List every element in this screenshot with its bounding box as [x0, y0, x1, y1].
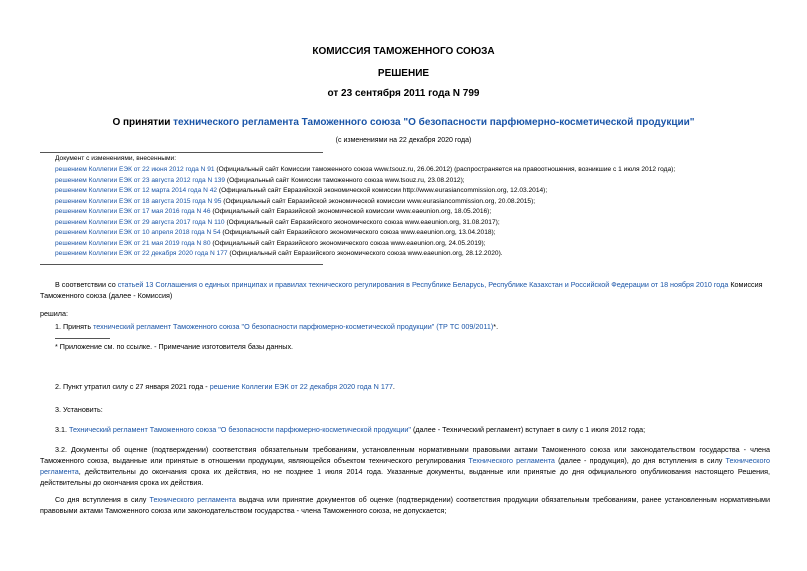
change-item: [55, 186, 547, 197]
change-link[interactable]: решением Коллегии ЕЭК от 29 августа 2017 года N 110: [55, 218, 225, 226]
item-1-mark: *.: [493, 322, 499, 331]
item-3: 3. Установить:: [55, 405, 103, 414]
item-3-2-link-2[interactable]: Технического регламента: [40, 456, 770, 476]
change-text: (Официальный сайт Комиссии таможенного союза www.tsouz.ru, 26.06.2012) (распространяется на правоотношения, возникшие с 1 июля 2012 года);: [214, 166, 676, 173]
changes-bottom-divider: [40, 264, 323, 265]
change-text: (Официальный сайт Евразийского экономического союза www.eaeunion.org, 24.05.2019);: [210, 239, 486, 247]
change-item: [55, 207, 491, 218]
change-item: [55, 197, 535, 208]
title-prefix: О принятии: [112, 117, 174, 128]
item-3-1-text: (далее - Технический регламент) вступает в силу с 1 июля 2012 года;: [410, 425, 646, 434]
changes-intro: Документ с изменениями, внесенными:: [55, 155, 177, 162]
footnote: * Приложение см. по ссылке. - Примечание изготовителя базы данных.: [55, 342, 294, 351]
change-item: [55, 239, 486, 250]
item-3-1: [55, 424, 645, 435]
document-date: от 23 сентября 2011 года N 799: [327, 88, 480, 99]
change-item: [55, 218, 500, 229]
title-link[interactable]: технического регламента Таможенного союза "О безопасности парфюмерно-косметической продукции": [173, 117, 695, 128]
document-type: РЕШЕНИЕ: [377, 68, 430, 79]
item-3-1-link[interactable]: Технический регламент Таможенного союза "О безопасности парфюмерно-косметической продукции": [69, 425, 411, 434]
document-title: [0, 117, 807, 128]
change-item: [55, 176, 465, 187]
item-3-2-link[interactable]: Технического регламента: [468, 456, 555, 465]
item-3-1-num: 3.1.: [55, 425, 69, 434]
change-text: (Официальный сайт Комиссии таможенного союза www.tsouz.ru, 23.08.2012);: [225, 176, 465, 184]
resolved-label: решила:: [40, 309, 68, 318]
item-2-link[interactable]: решение Коллегии ЕЭК от 22 декабря 2020 года N 177: [209, 382, 393, 391]
change-link[interactable]: решением Коллегии ЕЭК от 10 апреля 2018 года N 54: [55, 229, 221, 236]
item-2-text: 2. Пункт утратил силу с 27 января 2021 года -: [55, 382, 210, 391]
change-item: [55, 165, 675, 176]
changes-top-divider: [40, 152, 323, 153]
item-3-3-link[interactable]: Технического регламента: [149, 495, 236, 504]
item-3-2: [40, 444, 770, 488]
change-link[interactable]: решением Коллегии ЕЭК от 22 июня 2012 года N 91: [55, 166, 215, 173]
item-3-3-text-end: выдача или принятие документов об оценке (подтверждении) соответствия продукции обязательным требованиям, ранее установленным нормативными правовыми актами Таможенного союза или законодательством государства - члена Таможенного союза, не допускается;: [40, 495, 770, 515]
item-3-2-text-end: , действительны до окончания срока их действия, но не позднее 1 июля 2014 года. Указанные документы, выданные или принятые до дня официального опубликования настоящего Решения, действительны до окончания срока их действия.: [40, 467, 770, 487]
item-1-text: 1. Принять: [55, 322, 94, 331]
change-text: (Официальный сайт Евразийской экономической комиссии www.eurasiancommission.org, 20.08.2015);: [221, 197, 536, 205]
change-item: [55, 249, 503, 260]
issuer-heading: КОМИССИЯ ТАМОЖЕННОГО СОЮЗА: [312, 46, 495, 57]
item-2-end: .: [392, 382, 395, 391]
item-2: [55, 381, 395, 392]
preamble-text: В соответствии со: [55, 280, 118, 289]
item-1: [55, 321, 498, 332]
change-text: (Официальный сайт Евразийского экономического союза www.eaeunion.org, 13.04.2018);: [220, 229, 496, 236]
change-text: (Официальный сайт Евразийского экономического союза www.eaeunion.org, 31.08.2017);: [224, 218, 500, 226]
item-1-link[interactable]: технический регламент Таможенного союза "О безопасности парфюмерно-косметической продукции" (ТР ТС 009/2011): [93, 322, 494, 331]
item-3-3: [40, 494, 770, 516]
preamble-text-end: Комиссия Таможенного союза (далее - Комиссия): [40, 280, 763, 300]
change-link[interactable]: решением Коллегии ЕЭК от 17 мая 2016 года N 46: [55, 208, 211, 215]
change-text: (Официальный сайт Евразийского экономического союза www.eaeunion.org, 28.12.2020).: [227, 250, 503, 257]
item-3-3-text: Со дня вступления в силу: [55, 495, 150, 504]
change-link[interactable]: решением Коллегии ЕЭК от 23 августа 2012 года N 139: [55, 176, 226, 184]
change-text: (Официальный сайт Евразийской экономической комиссии www.eaeunion.org, 18.05.2016);: [210, 208, 492, 215]
change-link[interactable]: решением Коллегии ЕЭК от 21 мая 2019 года N 80: [55, 239, 211, 247]
preamble-link[interactable]: статьей 13 Соглашения о единых принципах и правилах технического регулирования в Республике Беларусь, Республике Казахстан и Российской Федерации от 18 ноября 2010 года: [117, 280, 729, 289]
change-link[interactable]: решением Коллегии ЕЭК от 18 августа 2015 года N 95: [55, 197, 222, 205]
item-3-2-text: 3.2. Документы об оценке (подтверждении) соответствия обязательным требованиям, установленным нормативными правовыми актами Таможенного союза или законодательством государства - члена Таможенного союза, выданные или принятые в отношении продукции, являющейся объектом технического регулирования: [40, 445, 770, 465]
change-item: [55, 228, 496, 239]
change-link[interactable]: решением Коллегии ЕЭК от 22 декабря 2020 года N 177: [55, 250, 228, 257]
change-text: (Официальный сайт Евразийской экономической комиссии http://www.eurasiancommission.org, 12.03.2014);: [217, 187, 548, 194]
preamble-paragraph: [40, 279, 770, 301]
change-link[interactable]: решением Коллегии ЕЭК от 12 марта 2014 года N 42: [55, 187, 218, 194]
item-3-2-text-mid: (далее - продукция), до дня вступления в силу: [554, 456, 726, 465]
footnote-divider: [55, 338, 110, 339]
revision-note: (с изменениями на 22 декабря 2020 года): [335, 137, 472, 144]
